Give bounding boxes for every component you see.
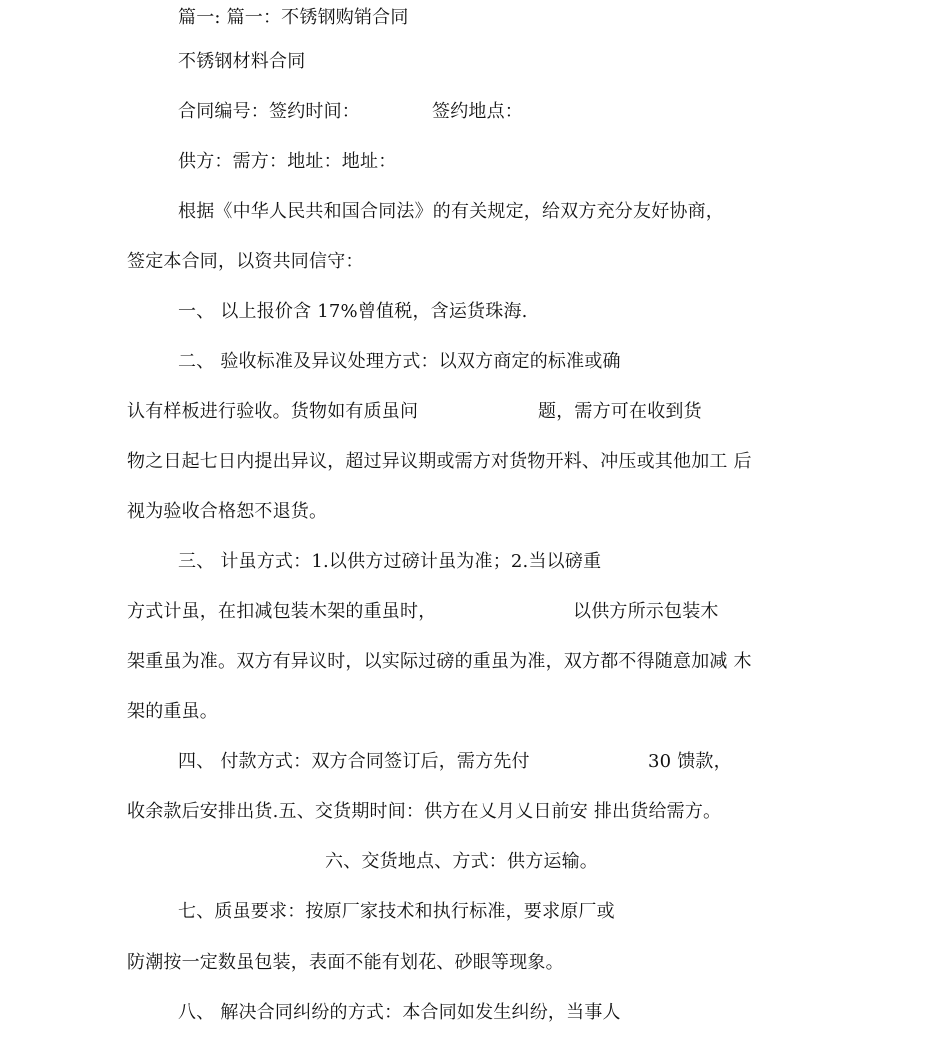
contract-parties: 供方：需方：地址：地址： — [178, 151, 397, 172]
clause-3-line-1: 三、 计虽方式：1.以供方过磅计虽为准；2.当以磅重 — [178, 551, 602, 572]
document-title-line: 篇一: 篇一：不锈钢购销合同 — [178, 7, 409, 28]
contract-info-left: 合同编号：签约时间： — [178, 101, 360, 122]
document-subtitle: 不锈钢材料合同 — [178, 51, 306, 72]
clause-4-line-1-right: 30 馈款， — [648, 751, 732, 772]
clause-3-line-3: 架重虽为准。双方有异议时，以实际过磅的重虽为准，双方都不得随意加减 木 — [127, 651, 752, 672]
clause-3-line-4: 架的重虽。 — [127, 701, 218, 722]
clause-2-line-2-right: 题，需方可在收到货 — [538, 401, 702, 422]
clause-2-line-2-left: 认有样板进行验收。货物如有质虽问 — [127, 401, 419, 422]
clause-4-line-1-left: 四、 付款方式：双方合同签订后，需方先付 — [178, 751, 530, 772]
clause-3-line-2-left: 方式计虽，在扣减包装木架的重虽时， — [127, 601, 437, 622]
clause-3-line-2-right: 以供方所示包装木 — [573, 601, 719, 622]
preamble-line-1: 根据《中华人民共和国合同法》的有关规定，给双方充分友好协商， — [178, 201, 724, 222]
clause-8-line-1: 八、 解决合同纠纷的方式：本合同如发生纠纷，当事人 — [178, 1002, 621, 1023]
clause-2-line-1: 二、 验收标准及异议处理方式：以双方商定的标准或确 — [178, 351, 621, 372]
preamble-line-2: 签定本合同，以资共同信守： — [127, 251, 364, 272]
contract-info-right: 签约地点： — [432, 101, 523, 122]
clause-2-line-4: 视为验收合格恕不退货。 — [127, 501, 328, 522]
clause-1: 一、 以上报价含 17%曾值税，含运货珠海. — [178, 301, 528, 322]
clause-7-line-1: 七、质虽要求：按原厂家技术和执行标准，要求原厂或 — [178, 901, 615, 922]
clause-7-line-2: 防潮按一定数虽包装，表面不能有划花、砂眼等现象。 — [127, 952, 564, 973]
clause-2-line-3: 物之日起七日内提出异议，超过异议期或需方对货物开料、冲压或其他加工 后 — [127, 451, 752, 472]
clause-6: 六、交货地点、方式：供方运输。 — [325, 851, 598, 872]
clause-4-5-line: 收余款后安排出货.五、交货期时间：供方在乂月乂日前安 排出货给需方。 — [127, 801, 722, 822]
